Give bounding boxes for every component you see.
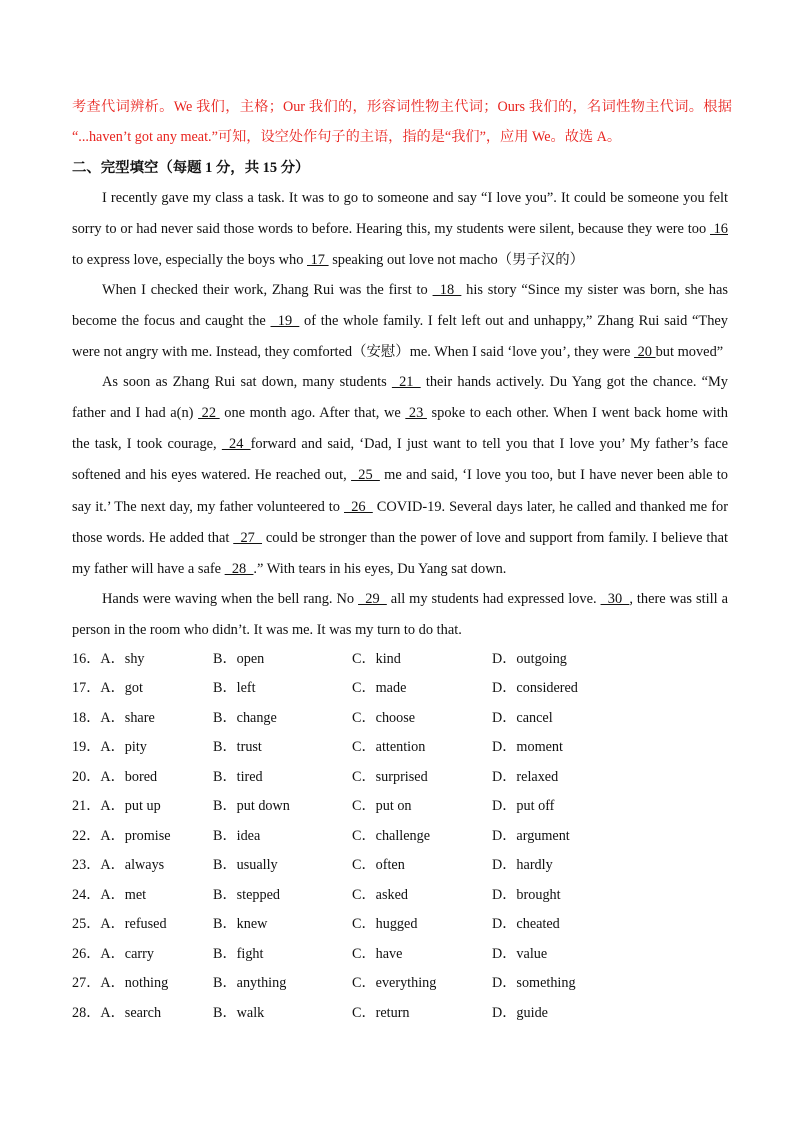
blank-19: 19 [270,313,300,329]
option-row-24: 24．A．met B．stepped C．asked D．brought [72,887,561,903]
passage-line: When I checked their work, Zhang Rui was the first to 18 his story “Since my sister was born, she has [102,275,728,306]
blank-18: 18 [432,282,462,298]
blank-21: 21 [391,374,421,390]
blank-20: 20 [634,344,656,360]
option-row-19: 19．A．pity B．trust C．attention D．moment [72,739,563,755]
passage-line: those words. He added that 27 could be stronger than the power of love and support from family. I believe that [72,523,728,554]
blank-16: 16 [710,221,728,237]
blank-28: 28 [224,561,254,577]
blank-22: 22 [198,405,220,421]
section-title: 二、完型填空（每题 1 分，共 15 分） [72,160,310,176]
blank-30: 30 [600,591,630,607]
passage-line: become the focus and caught the 19 of the whole family. I felt left out and unhappy,” Zhang Rui said “They [72,306,728,337]
option-row-16: 16．A．shy B．open C．kind D．outgoing [72,651,567,667]
option-row-25: 25．A．refused B．knew C．hugged D．cheated [72,916,560,932]
blank-27: 27 [233,530,263,546]
blank-23: 23 [405,405,427,421]
option-row-17: 17．A．got B．left C．made D．considered [72,680,578,696]
answer-explanation-line-2: “...haven’t got any meat.”可知，设空处作句子的主语，指的是“我们”，应用 We。故选 A。 [72,129,622,145]
passage-line: person in the room who didn’t. It was me. It was my turn to do that. [72,622,462,638]
option-row-22: 22．A．promise B．idea C．challenge D．argument [72,828,570,844]
blank-17: 17 [307,252,329,268]
option-row-18: 18．A．share B．change C．choose D．cancel [72,710,553,726]
option-row-28: 28．A．search B．walk C．return D．guide [72,1005,548,1021]
blank-24: 24 [221,436,251,452]
passage-line: say it.’ The next day, my father volunteered to 26 COVID-19. Several days later, he called and thanked me for [72,492,728,523]
passage-line: Hands were waving when the bell rang. No 29 all my students had expressed love. 30 , there was still a [102,584,728,615]
blank-29: 29 [358,591,387,607]
option-row-21: 21．A．put up B．put down C．put on D．put off [72,798,555,814]
answer-explanation-line-1: 考查代词辨析。We 我们，主格；Our 我们的，形容词性物主代词；Ours 我们的，名词性物主代词。根据 [72,99,732,115]
passage-line: my father will have a safe 28 .” With tears in his eyes, Du Yang sat down. [72,554,728,585]
blank-25: 25 [351,467,380,483]
option-row-20: 20．A．bored B．tired C．surprised D．relaxed [72,769,559,785]
passage-line: softened and his eyes watered. He reached out, 25 me and said, ‘I love you too, but I have never been able to [72,460,728,491]
passage-line: were not angry with me. Instead, they comforted（安慰）me. When I said ‘love you’, they were 20 but moved” [72,337,728,368]
passage-line: the task, I took courage, 24 forward and said, ‘Dad, I just want to tell you that I love you’ My father’s face [72,429,728,460]
option-row-26: 26．A．carry B．fight C．have D．value [72,946,548,962]
passage-line: father and I had a(n) 22 one month ago. After that, we 23 spoke to each other. When I went back home with [72,398,728,429]
passage-line: As soon as Zhang Rui sat down, many students 21 their hands actively. Du Yang got the chance. “My [102,367,728,398]
option-row-27: 27．A．nothing B．anything C．everything D．something [72,975,576,991]
option-row-23: 23．A．always B．usually C．often D．hardly [72,857,553,873]
blank-26: 26 [344,499,373,515]
passage-line: to express love, especially the boys who 17 speaking out love not macho（男子汉的） [72,245,728,276]
passage-line: I recently gave my class a task. It was to go to someone and say “I love you”. It could be someone you felt [102,190,728,206]
passage-line: sorry to or had never said those words to before. Hearing this, my students were silent, because they were too 16 [72,214,728,245]
